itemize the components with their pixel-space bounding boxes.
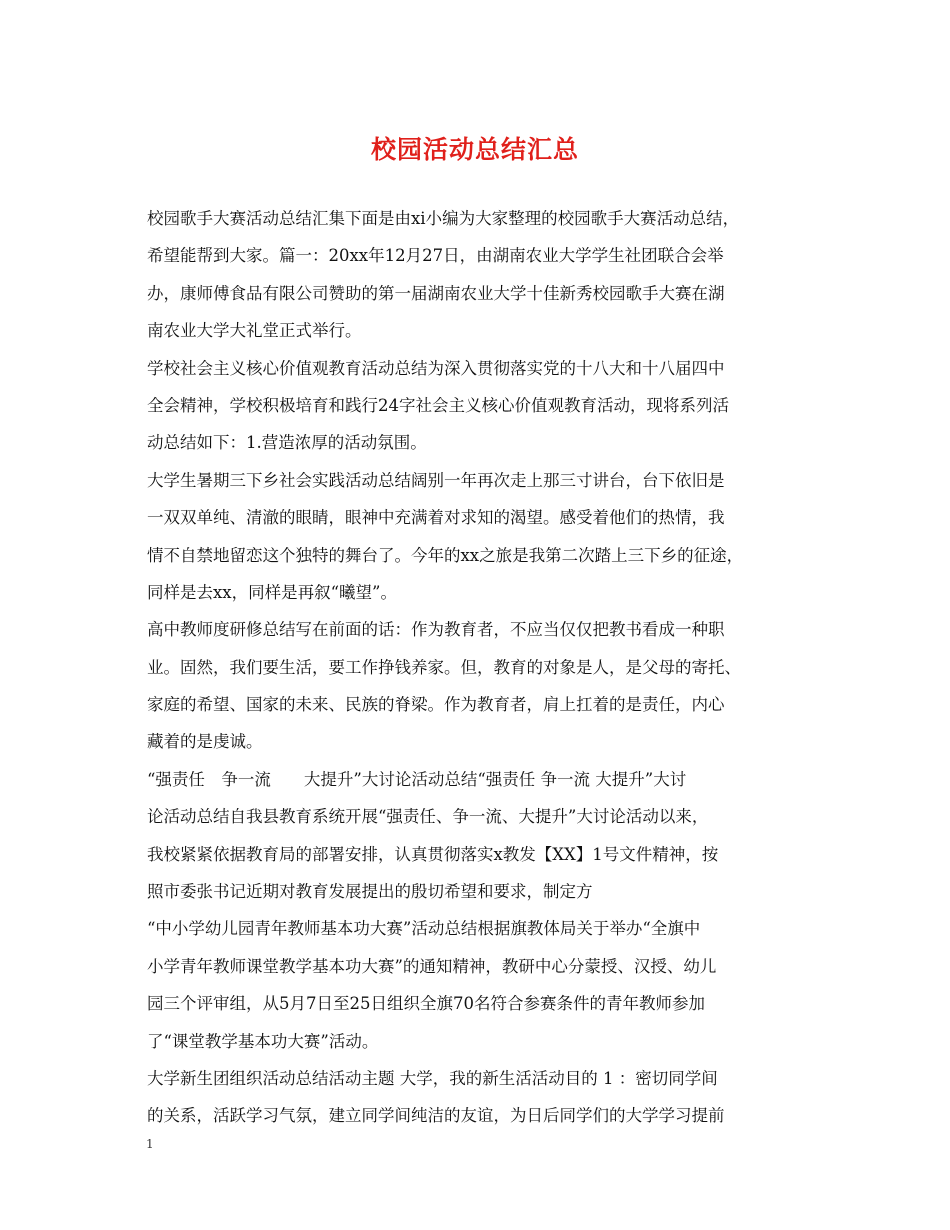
body-line: 小学青年教师课堂教学基本功大赛”的通知精神，教研中心分蒙授、汉授、幼儿 — [147, 956, 717, 976]
document-title: 校园活动总结汇总 — [370, 135, 579, 164]
body-line: 南农业大学大礼堂正式举行。 — [147, 321, 362, 341]
body-line: “强责任 争一流 大提升”大讨论活动总结“强责任 争一流 大提升”大讨 — [147, 769, 687, 789]
body-line: 论活动总结自我县教育系统开展“强责任、争一流、大提升”大讨论活动以来， — [147, 807, 709, 827]
body-line: 办，康师傅食品有限公司赞助的第一届湖南农业大学十佳新秀校园歌手大赛在湖 — [147, 283, 725, 303]
body-line: 家庭的希望、国家的未来、民族的脊梁。作为教育者，肩上扛着的是责任，内心 — [147, 695, 725, 715]
page-number: 1 — [146, 1137, 154, 1151]
body-line: 业。固然，我们要生活，要工作挣钱养家。但，教育的对象是人，是父母的寄托、 — [147, 657, 741, 677]
body-line: 高中教师度研修总结写在前面的话：作为教育者，不应当仅仅把教书看成一种职 — [147, 620, 725, 640]
document-body — [147, 200, 812, 1135]
body-line: 我校紧紧依据教育局的部署安排，认真贯彻落实x教发【XX】1号文件精神，按 — [147, 844, 719, 864]
body-line: 全会精神，学校积极培育和践行24字社会主义核心价值观教育活动，现将系列活 — [147, 395, 729, 415]
body-line: 大学新生团组织活动总结活动主题 大学，我的新生活活动目的 1 ：密切同学间 — [147, 1068, 718, 1088]
body-line: 校园歌手大赛活动总结汇集下面是由xi小编为大家整理的校园歌手大赛活动总结， — [147, 209, 740, 228]
body-line: 园三个评审组，从5月7日至25日组织全旗70名符合参赛条件的青年教师参加 — [147, 994, 705, 1014]
body-line: “中小学幼儿园青年教师基本功大赛”活动总结根据旗教体局关于举办“全旗中 — [147, 919, 701, 939]
body-line: 照市委张书记近期对教育发展提出的殷切希望和要求，制定方 — [147, 882, 593, 902]
body-line: 大学生暑期三下乡社会实践活动总结阔别一年再次走上那三寸讲台，台下依旧是 — [147, 470, 725, 490]
body-line: 希望能帮到大家。篇一：20xx年12月27日，由湖南农业大学学生社团联合会举 — [147, 246, 724, 266]
body-line: 动总结如下：1.营造浓厚的活动氛围。 — [147, 433, 427, 453]
body-line: 的关系，活跃学习气氛，建立同学间纯洁的友谊，为日后同学们的大学学习提前 — [147, 1106, 725, 1126]
body-line: 同样是去xx，同样是再叙“曦望”。 — [147, 582, 397, 602]
body-line: 一双双单纯、清澈的眼睛，眼神中充满着对求知的渴望。感受着他们的热情，我 — [147, 508, 725, 528]
body-line: 藏着的是虔诚。 — [147, 732, 263, 752]
body-line: 情不自禁地留恋这个独特的舞台了。今年的xx之旅是我第二次踏上三下乡的征途， — [147, 545, 744, 565]
body-line: 了“课堂教学基本功大赛”活动。 — [147, 1031, 379, 1051]
body-line: 学校社会主义核心价值观教育活动总结为深入贯彻落实党的十八大和十八届四中 — [147, 358, 725, 378]
